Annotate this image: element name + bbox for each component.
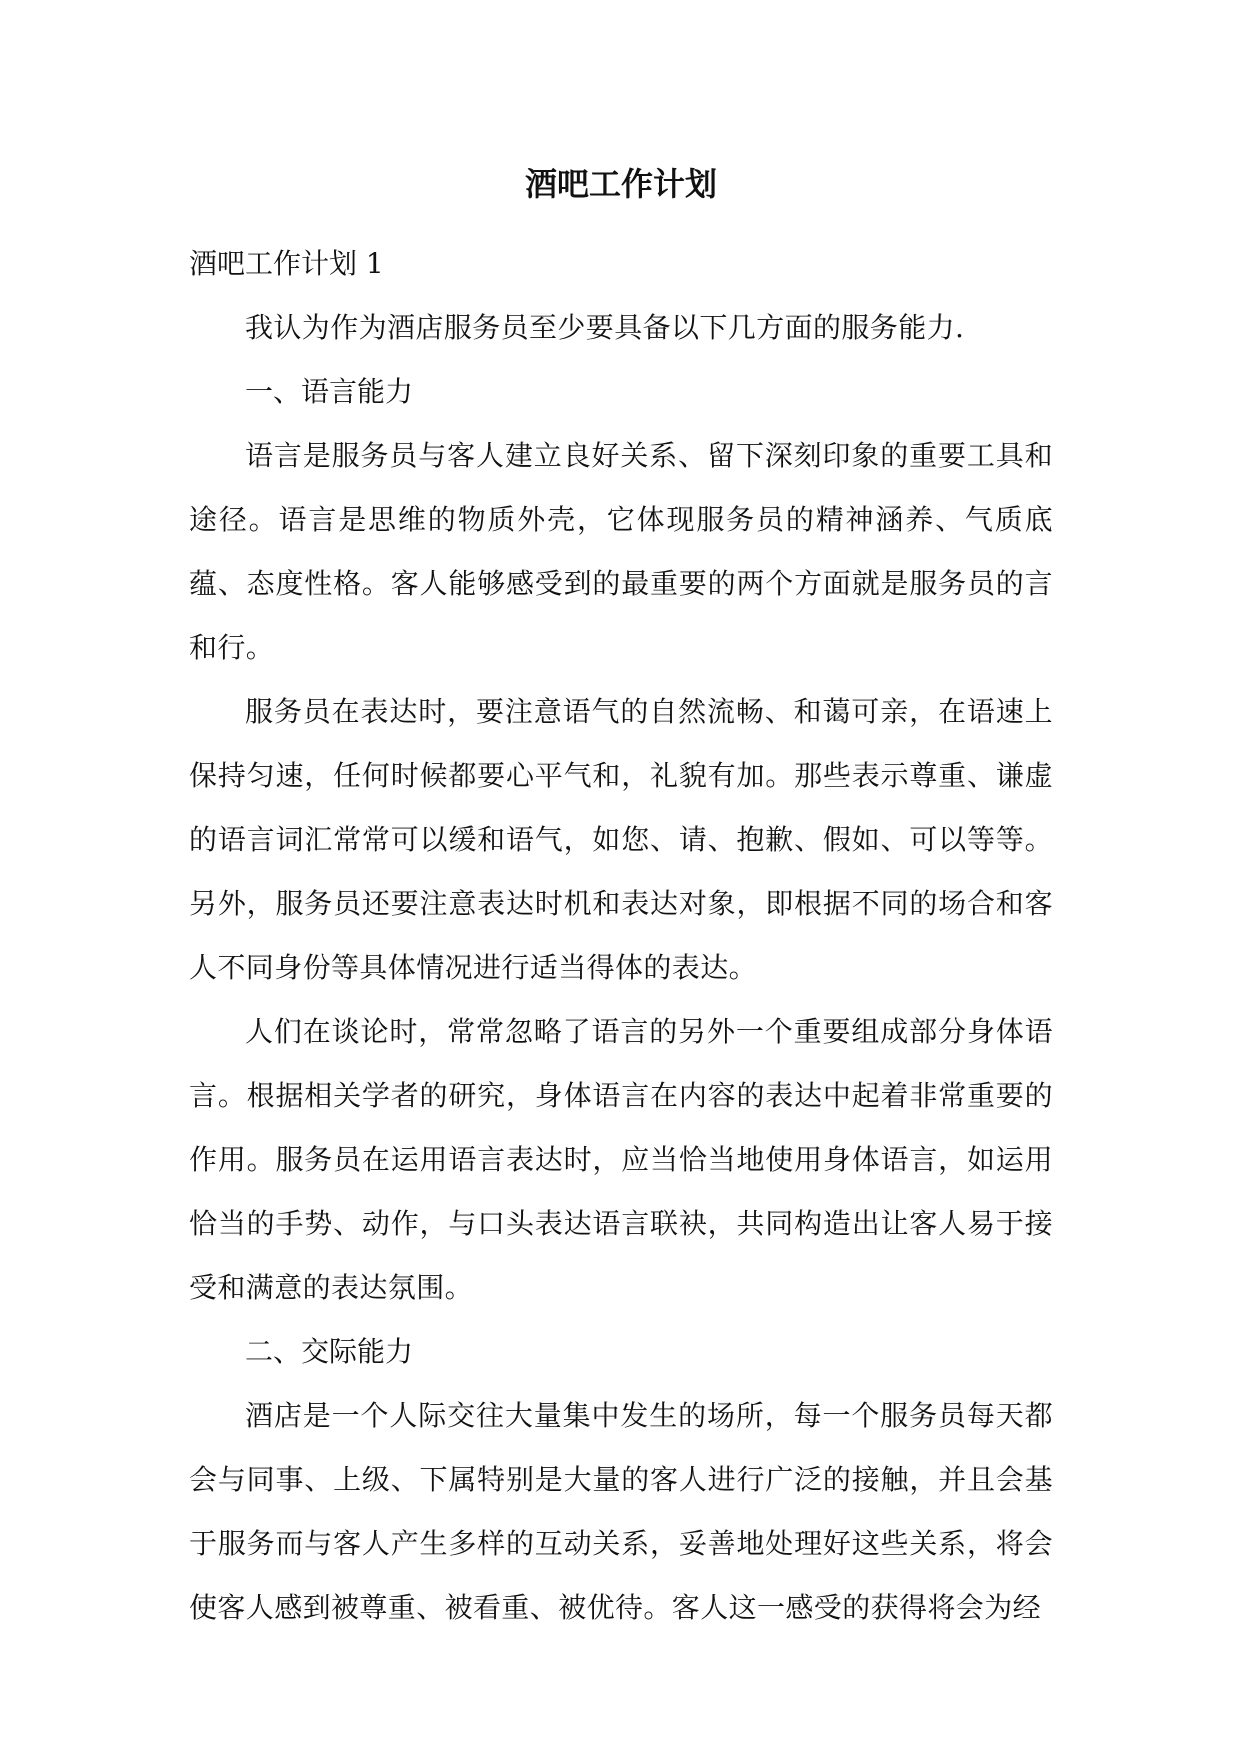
section-heading-language: 一、语言能力 (245, 375, 414, 408)
paragraph-language-2: 服务员在表达时，要注意语气的自然流畅、和蔼可亲，在语速上保持匀速，任何时候都要心平气和，礼貌有加。那些表示尊重、谦虚的语言词汇常常可以缓和语气，如您、请、抱歉、假如、可以等等。另外，服务员还要注意表达时机和表达对象，即根据不同的场合和客人不同身份等具体情况进行适当得体的表达。 (189, 695, 1053, 984)
paragraph-language-3: 人们在谈论时，常常忽略了语言的另外一个重要组成部分身体语言。根据相关学者的研究，身体语言在内容的表达中起着非常重要的作用。服务员在运用语言表达时，应当恰当地使用身体语言，如运用恰当的手势、动作，与口头表达语言联袂，共同构造出让客人易于接受和满意的表达氛围。 (189, 1015, 1053, 1304)
document-page (189, 148, 1053, 1640)
intro-paragraph: 我认为作为酒店服务员至少要具备以下几方面的服务能力. (245, 311, 965, 344)
paragraph-language-1: 语言是服务员与客人建立良好关系、留下深刻印象的重要工具和途径。语言是思维的物质外壳，它体现服务员的精神涵养、气质底蕴、态度性格。客人能够感受到的最重要的两个方面就是服务员的言和行。 (189, 439, 1053, 664)
section-subtitle: 酒吧工作计划 1 (189, 247, 384, 280)
document-title: 酒吧工作计划 (524, 165, 717, 203)
section-heading-social: 二、交际能力 (245, 1335, 414, 1368)
paragraph-social-1: 酒店是一个人际交往大量集中发生的场所，每一个服务员每天都会与同事、上级、下属特别是大量的客人进行广泛的接触，并且会基于服务而与客人产生多样的互动关系，妥善地处理好这些关系，将会使客人感到被尊重、被看重、被优待。客人这一感受的获得将会为经 (189, 1399, 1053, 1624)
